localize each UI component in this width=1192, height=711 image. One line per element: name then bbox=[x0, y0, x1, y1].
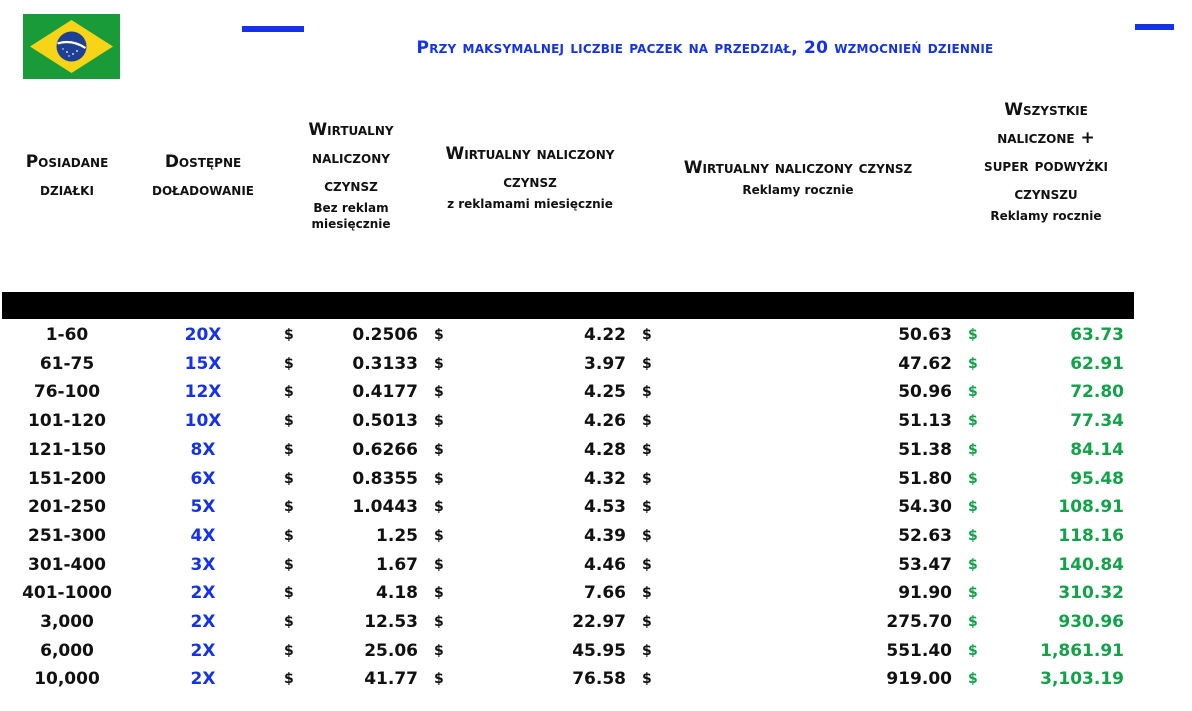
cell-boost: 6X bbox=[190, 468, 216, 489]
cell-plots: 201-250 bbox=[27, 497, 107, 518]
dollar-sign: $ bbox=[284, 642, 294, 659]
cell-rent-no-ads: 1.25 bbox=[376, 525, 418, 546]
header-total-label: Wszystkie naliczone + super podwyżki czynszu bbox=[984, 100, 1108, 204]
dollar-sign: $ bbox=[968, 585, 978, 602]
table-row bbox=[0, 465, 1192, 494]
table-row bbox=[0, 350, 1192, 379]
dollar-sign: $ bbox=[284, 671, 294, 688]
dollar-sign: $ bbox=[284, 556, 294, 573]
cell-rent-yearly: 52.63 bbox=[898, 525, 952, 546]
dollar-sign: $ bbox=[642, 614, 652, 630]
cell-rent-yearly: 53.47 bbox=[898, 554, 952, 575]
cell-total: 77.34 bbox=[1070, 411, 1124, 432]
dollar-sign: $ bbox=[434, 413, 444, 430]
cell-boost: 2X bbox=[190, 583, 216, 604]
cell-total: 84.14 bbox=[1070, 439, 1124, 460]
dollar-sign: $ bbox=[968, 327, 978, 343]
dollar-sign: $ bbox=[642, 327, 652, 343]
dollar-sign: $ bbox=[968, 527, 978, 544]
cell-total: 95.48 bbox=[1070, 468, 1124, 489]
table-row bbox=[0, 665, 1192, 694]
cell-rent-ads: 7.66 bbox=[584, 583, 626, 604]
header-rent-yearly bbox=[645, 154, 951, 198]
dollar-sign: $ bbox=[434, 384, 444, 401]
cell-rent-no-ads: 0.3133 bbox=[352, 353, 418, 374]
cell-rent-ads: 4.26 bbox=[584, 411, 626, 432]
table-row bbox=[0, 436, 1192, 465]
dollar-sign: $ bbox=[284, 585, 294, 602]
dollar-sign: $ bbox=[642, 499, 652, 516]
table-row bbox=[0, 407, 1192, 436]
header-rent-ads-label: Wirtualny naliczony czynsz bbox=[445, 144, 615, 192]
cell-total: 140.84 bbox=[1058, 554, 1124, 575]
dollar-sign: $ bbox=[968, 614, 978, 630]
cell-rent-ads: 45.95 bbox=[572, 640, 626, 661]
cell-rent-yearly: 51.38 bbox=[898, 439, 952, 460]
cell-plots: 121-150 bbox=[27, 439, 107, 460]
cell-rent-ads: 4.46 bbox=[584, 554, 626, 575]
dollar-sign: $ bbox=[642, 585, 652, 602]
dollar-sign: $ bbox=[284, 384, 294, 401]
cell-rent-yearly: 50.63 bbox=[898, 325, 952, 345]
cell-boost: 3X bbox=[190, 554, 216, 575]
cell-plots: 61-75 bbox=[39, 353, 95, 374]
cell-total: 72.80 bbox=[1070, 382, 1124, 403]
cell-total: 310.32 bbox=[1058, 583, 1124, 604]
dollar-sign: $ bbox=[968, 441, 978, 458]
cell-rent-yearly: 51.13 bbox=[898, 411, 952, 432]
cell-plots: 1-60 bbox=[45, 325, 89, 345]
header-plots bbox=[0, 148, 134, 204]
dollar-sign: $ bbox=[642, 671, 652, 688]
header-rent-yearly-sub: Reklamy rocznie bbox=[742, 183, 854, 197]
dollar-sign: $ bbox=[284, 327, 294, 343]
cell-rent-yearly: 47.62 bbox=[898, 353, 952, 374]
cell-rent-ads: 4.28 bbox=[584, 439, 626, 460]
cell-boost: 10X bbox=[184, 411, 222, 432]
cell-plots: 151-200 bbox=[27, 468, 107, 489]
cell-rent-ads: 3.97 bbox=[584, 353, 626, 374]
dollar-sign: $ bbox=[434, 355, 444, 372]
cell-total: 3,103.19 bbox=[1040, 669, 1124, 690]
dollar-sign: $ bbox=[434, 614, 444, 630]
cell-plots: 101-120 bbox=[27, 411, 107, 432]
cell-rent-no-ads: 1.0443 bbox=[352, 497, 418, 518]
dollar-sign: $ bbox=[284, 441, 294, 458]
cell-rent-ads: 4.53 bbox=[584, 497, 626, 518]
dollar-sign: $ bbox=[434, 556, 444, 573]
cell-rent-no-ads: 4.18 bbox=[376, 583, 418, 604]
table-row bbox=[0, 579, 1192, 608]
cell-total: 63.73 bbox=[1070, 325, 1124, 345]
header-rent-ads-sub: z reklamami miesięcznie bbox=[447, 197, 613, 211]
dollar-sign: $ bbox=[434, 499, 444, 516]
header-divider-bar bbox=[2, 292, 1134, 319]
cell-boost: 2X bbox=[190, 669, 216, 690]
dollar-sign: $ bbox=[968, 499, 978, 516]
cell-rent-no-ads: 0.5013 bbox=[352, 411, 418, 432]
header-rent-ads bbox=[430, 140, 630, 212]
dollar-sign: $ bbox=[284, 499, 294, 516]
cell-rent-no-ads: 0.2506 bbox=[352, 325, 418, 345]
dollar-sign: $ bbox=[434, 585, 444, 602]
cell-plots: 3,000 bbox=[40, 612, 94, 632]
dollar-sign: $ bbox=[284, 614, 294, 630]
dollar-sign: $ bbox=[968, 470, 978, 487]
cell-rent-no-ads: 12.53 bbox=[364, 612, 418, 632]
cell-plots: 251-300 bbox=[27, 525, 107, 546]
accent-bar-right bbox=[1135, 24, 1174, 30]
dollar-sign: $ bbox=[642, 470, 652, 487]
cell-boost: 2X bbox=[190, 640, 216, 661]
cell-total: 1,861.91 bbox=[1040, 640, 1124, 661]
dollar-sign: $ bbox=[642, 527, 652, 544]
dollar-sign: $ bbox=[968, 355, 978, 372]
cell-boost: 15X bbox=[184, 353, 222, 374]
cell-plots: 10,000 bbox=[34, 669, 100, 690]
header-rent-no-ads-label: Wirtualny naliczony czynsz bbox=[308, 120, 394, 196]
cell-boost: 5X bbox=[190, 497, 216, 518]
dollar-sign: $ bbox=[284, 355, 294, 372]
cell-rent-yearly: 275.70 bbox=[886, 612, 952, 632]
cell-boost: 8X bbox=[190, 439, 216, 460]
cell-rent-ads: 76.58 bbox=[572, 669, 626, 690]
cell-plots: 301-400 bbox=[27, 554, 107, 575]
dollar-sign: $ bbox=[642, 413, 652, 430]
dollar-sign: $ bbox=[642, 556, 652, 573]
table-row bbox=[0, 321, 1192, 350]
dollar-sign: $ bbox=[642, 642, 652, 659]
header-rent-yearly-label: Wirtualny naliczony czynsz bbox=[683, 158, 913, 178]
cell-rent-no-ads: 0.4177 bbox=[352, 382, 418, 403]
cell-rent-no-ads: 41.77 bbox=[364, 669, 418, 690]
dollar-sign: $ bbox=[434, 327, 444, 343]
dollar-sign: $ bbox=[434, 671, 444, 688]
table-row bbox=[0, 608, 1192, 637]
cell-rent-ads: 4.25 bbox=[584, 382, 626, 403]
table-row bbox=[0, 551, 1192, 580]
table-row bbox=[0, 378, 1192, 407]
dollar-sign: $ bbox=[968, 671, 978, 688]
dollar-sign: $ bbox=[434, 527, 444, 544]
dollar-sign: $ bbox=[284, 413, 294, 430]
dollar-sign: $ bbox=[284, 470, 294, 487]
cell-rent-yearly: 919.00 bbox=[886, 669, 952, 690]
table-row bbox=[0, 493, 1192, 522]
cell-rent-ads: 4.39 bbox=[584, 525, 626, 546]
header-rent-no-ads-sub: Bez reklam miesięcznie bbox=[311, 201, 391, 231]
dollar-sign: $ bbox=[968, 384, 978, 401]
dollar-sign: $ bbox=[434, 441, 444, 458]
table-row bbox=[0, 522, 1192, 551]
cell-plots: 76-100 bbox=[33, 382, 101, 403]
cell-total: 62.91 bbox=[1070, 353, 1124, 374]
cell-rent-ads: 4.32 bbox=[584, 468, 626, 489]
dollar-sign: $ bbox=[434, 642, 444, 659]
accent-bar-left bbox=[242, 26, 304, 32]
cell-total: 118.16 bbox=[1058, 525, 1124, 546]
cell-rent-no-ads: 25.06 bbox=[364, 640, 418, 661]
dollar-sign: $ bbox=[968, 413, 978, 430]
header-boost bbox=[134, 148, 272, 204]
dollar-sign: $ bbox=[968, 642, 978, 659]
cell-rent-yearly: 551.40 bbox=[886, 640, 952, 661]
cell-rent-yearly: 54.30 bbox=[898, 497, 952, 518]
header-plots-label: Posiadane działki bbox=[25, 152, 109, 200]
cell-plots: 401-1000 bbox=[22, 583, 112, 604]
cell-rent-yearly: 51.80 bbox=[898, 468, 952, 489]
cell-total: 108.91 bbox=[1058, 497, 1124, 518]
dollar-sign: $ bbox=[642, 355, 652, 372]
brazil-flag-icon bbox=[23, 14, 120, 79]
page-title: Przy maksymalnej liczbie paczek na przedział, 20 wzmocnień dziennie bbox=[416, 38, 994, 58]
cell-boost: 12X bbox=[184, 382, 222, 403]
dollar-sign: $ bbox=[968, 556, 978, 573]
header-rent-no-ads bbox=[290, 116, 412, 232]
dollar-sign: $ bbox=[434, 470, 444, 487]
cell-rent-no-ads: 0.6266 bbox=[352, 439, 418, 460]
header-boost-label: Dostępne doładowanie bbox=[151, 152, 254, 200]
cell-rent-no-ads: 0.8355 bbox=[352, 468, 418, 489]
cell-boost: 20X bbox=[184, 325, 222, 345]
dollar-sign: $ bbox=[642, 441, 652, 458]
cell-rent-yearly: 50.96 bbox=[898, 382, 952, 403]
cell-boost: 4X bbox=[190, 525, 216, 546]
cell-boost: 2X bbox=[190, 612, 216, 632]
cell-rent-ads: 4.22 bbox=[584, 325, 626, 345]
cell-rent-yearly: 91.90 bbox=[898, 583, 952, 604]
table-row bbox=[0, 637, 1192, 666]
cell-rent-no-ads: 1.67 bbox=[376, 554, 418, 575]
header-total-sub: Reklamy rocznie bbox=[990, 209, 1102, 223]
dollar-sign: $ bbox=[642, 384, 652, 401]
cell-plots: 6,000 bbox=[40, 640, 94, 661]
cell-total: 930.96 bbox=[1058, 612, 1124, 632]
dollar-sign: $ bbox=[284, 527, 294, 544]
cell-rent-ads: 22.97 bbox=[572, 612, 626, 632]
header-total bbox=[976, 96, 1116, 224]
